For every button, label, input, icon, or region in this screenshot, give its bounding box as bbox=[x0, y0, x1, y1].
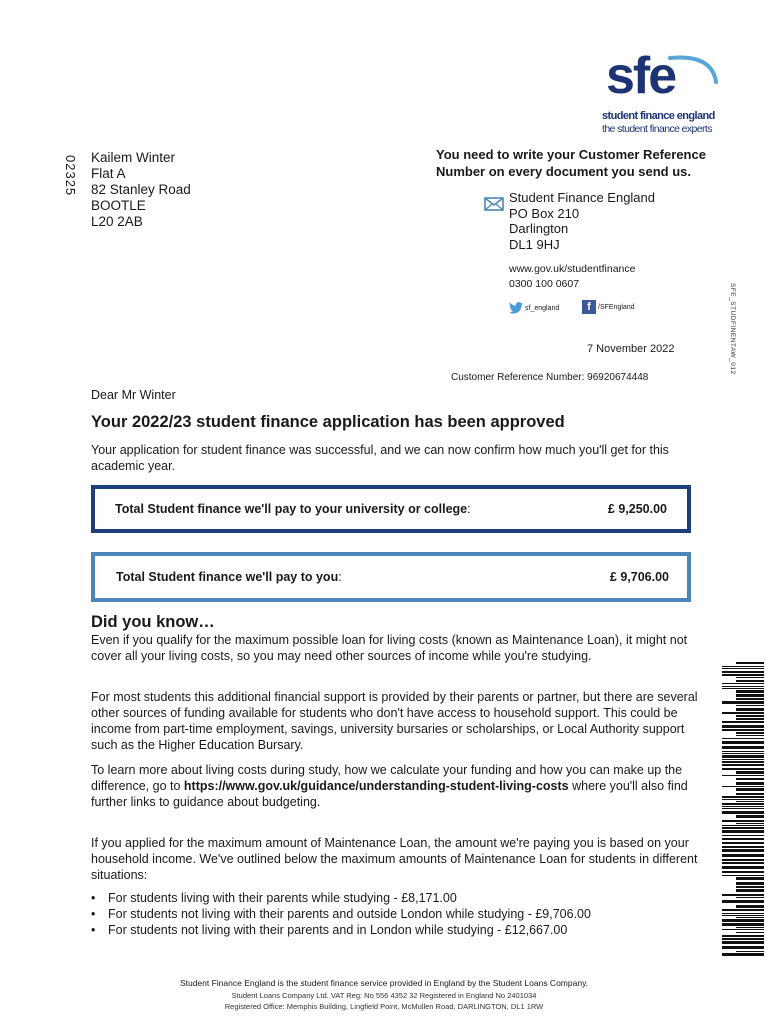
logo-line2: the student finance experts bbox=[602, 123, 712, 135]
barcode-bar-8 bbox=[722, 686, 764, 687]
barcode-bar-27 bbox=[722, 751, 764, 752]
paragraph-maximum-loan: If you applied for the maximum amount of Maintenance Loan, the amount we're paying you is based on your household income. We've outlined below the maximum amounts of Maintenance Loan for students in different situations: bbox=[91, 836, 698, 882]
website-link[interactable]: www.gov.uk/studentfinance bbox=[509, 263, 636, 275]
barcode-bar-26 bbox=[722, 746, 764, 749]
barcode-bar-56 bbox=[722, 842, 764, 844]
barcode-bar-60 bbox=[722, 859, 764, 861]
barcode-bar-77 bbox=[722, 919, 764, 922]
barcode-bar-34 bbox=[736, 771, 764, 774]
barcode-bar-75 bbox=[722, 915, 764, 916]
barcode-bar-35 bbox=[722, 775, 764, 776]
barcode-bar-64 bbox=[722, 875, 764, 876]
barcode-bar-38 bbox=[722, 786, 764, 787]
barcode-bar-24 bbox=[722, 738, 764, 739]
university-payment-amount: £ 9,250.00 bbox=[607, 502, 667, 516]
barcode-bar-84 bbox=[722, 941, 764, 944]
list-item: • For students not living with their parents and in London while studying - £12,667.00 bbox=[91, 922, 711, 938]
barcode-bar-19 bbox=[722, 721, 764, 723]
barcode-bar-1 bbox=[722, 666, 764, 667]
did-you-know-heading: Did you know… bbox=[91, 613, 215, 631]
barcode-bar-21 bbox=[722, 729, 764, 731]
barcode-bar-2 bbox=[722, 668, 764, 669]
list-item: • For students not living with their parents and outside London while studying - £9,706.00 bbox=[91, 906, 711, 922]
barcode-bar-17 bbox=[736, 715, 764, 717]
barcode-bar-16 bbox=[722, 712, 764, 714]
logo-line1: student finance england bbox=[602, 110, 715, 122]
footer-line3: Registered Office: Memphis Building, Lingfield Point, McMullen Road, DARLINGTON, DL1 1RW bbox=[224, 1002, 544, 1011]
barcode-bar-37 bbox=[736, 782, 764, 785]
twitter-icon bbox=[509, 302, 523, 314]
envelope-icon bbox=[484, 195, 504, 211]
sender-town: Darlington bbox=[509, 221, 569, 236]
barcode-bar-47 bbox=[722, 811, 764, 814]
barcode-bar-23 bbox=[736, 735, 764, 736]
barcode-bar-74 bbox=[722, 913, 764, 914]
barcode-bar-4 bbox=[722, 674, 764, 676]
mailing-code: 02325 bbox=[63, 155, 78, 197]
guidance-link[interactable]: https://www.gov.uk/guidance/understanding-student-living-costs bbox=[183, 779, 569, 793]
sender-postcode: DL1 9HJ bbox=[509, 236, 560, 252]
barcode-bar-73 bbox=[722, 909, 764, 911]
barcode-bar-28 bbox=[722, 753, 764, 754]
barcode-bar-63 bbox=[722, 871, 764, 873]
barcode-bar-57 bbox=[722, 846, 764, 848]
barcode-bar-41 bbox=[722, 796, 764, 798]
barcode-bar-12 bbox=[736, 698, 764, 700]
barcode-bar-54 bbox=[722, 835, 764, 836]
phone-number: 0300 100 0607 bbox=[509, 278, 580, 290]
barcode-bar-87 bbox=[722, 953, 764, 956]
barcode-bar-49 bbox=[722, 820, 764, 822]
form-code: SFE_STUDFINENTAW_012 bbox=[729, 283, 736, 375]
barcode-bar-15 bbox=[736, 708, 764, 711]
student-payment-amount: £ 9,706.00 bbox=[609, 570, 669, 584]
barcode-bar-42 bbox=[722, 799, 764, 800]
paragraph-other-funding: For most students this additional financial support is provided by their parents or partner, but there are several other sources of funding available for students who don't have access to household support. This could be income from part-time employment, savings, university bursaries or scholarships, or Local Authority support such as the Higher Education Bursary. bbox=[91, 690, 698, 752]
recipient-town: BOOTLE bbox=[91, 198, 146, 213]
barcode-bar-71 bbox=[722, 900, 764, 903]
barcode-bar-46 bbox=[722, 808, 764, 809]
recipient-address bbox=[91, 150, 191, 230]
sender-name: Student Finance England bbox=[509, 190, 655, 205]
paragraph-living-costs: Even if you qualify for the maximum possible loan for living costs (known as Maintenance Loan), it might not cover all your living costs, so you may need other sources of income while you're studying. bbox=[91, 633, 688, 663]
barcode-bar-5 bbox=[736, 677, 764, 678]
barcode-bar-14 bbox=[736, 705, 764, 706]
barcode-bar-78 bbox=[722, 923, 764, 926]
barcode-bar-72 bbox=[736, 905, 764, 908]
barcode-bar-51 bbox=[722, 825, 764, 826]
barcode-bar-83 bbox=[722, 938, 764, 940]
barcode-bar-65 bbox=[736, 877, 764, 880]
barcode-bar-7 bbox=[722, 683, 764, 684]
recipient-postcode: L20 2AB bbox=[91, 214, 143, 229]
barcode-bar-20 bbox=[722, 725, 764, 728]
barcode-bar-6 bbox=[736, 680, 764, 682]
sfe-logo bbox=[600, 47, 730, 142]
barcode-bar-32 bbox=[722, 764, 764, 766]
barcode bbox=[722, 662, 764, 958]
barcode-bar-70 bbox=[736, 897, 764, 898]
barcode-bar-66 bbox=[736, 882, 764, 885]
footer bbox=[0, 978, 768, 1011]
logo-mark: sfe bbox=[606, 47, 676, 105]
barcode-bar-53 bbox=[722, 830, 764, 833]
barcode-bar-31 bbox=[722, 761, 764, 763]
facebook-icon: f bbox=[582, 300, 596, 314]
intro-paragraph: Your application for student finance was successful, and we can now confirm how much you'll get for this academic year. bbox=[91, 443, 669, 473]
barcode-bar-76 bbox=[736, 917, 764, 918]
list-item: • For students living with their parents while studying - £8,171.00 bbox=[91, 890, 711, 906]
footer-line1: Student Finance England is the student finance service provided in England by the Student Loans Company. bbox=[179, 978, 589, 988]
maintenance-loan-list bbox=[91, 890, 711, 938]
barcode-bar-11 bbox=[736, 694, 764, 697]
barcode-bar-22 bbox=[736, 732, 764, 734]
barcode-bar-82 bbox=[722, 935, 764, 937]
barcode-bar-43 bbox=[736, 801, 764, 802]
university-payment-label: Total Student finance we'll pay to your university or college: bbox=[115, 502, 471, 516]
facebook-label: /SFEngland bbox=[598, 303, 635, 311]
paragraph-learn-more: To learn more about living costs during study, how we calculate your funding and how you can make up the difference, go to https://www.gov.uk/guidance/understanding-student-living-costs where you'll also find further links to guidance about budgeting. bbox=[91, 763, 688, 809]
student-payment-label: Total Student finance we'll pay to you: bbox=[116, 570, 342, 584]
barcode-bar-52 bbox=[722, 827, 764, 829]
barcode-bar-80 bbox=[722, 929, 764, 930]
sender-address bbox=[509, 190, 655, 252]
barcode-bar-69 bbox=[722, 894, 764, 896]
facebook-handle[interactable] bbox=[582, 300, 635, 314]
barcode-bar-58 bbox=[722, 849, 764, 852]
barcode-bar-48 bbox=[736, 815, 764, 818]
barcode-bar-45 bbox=[722, 806, 764, 807]
twitter-handle[interactable] bbox=[509, 302, 559, 314]
sender-box: PO Box 210 bbox=[509, 205, 580, 221]
barcode-bar-3 bbox=[722, 671, 764, 673]
footer-line2: Student Loans Company Ltd. VAT Reg: No 556 4352 32 Registered in England No 2401034 bbox=[231, 991, 537, 1000]
letter-date: 7 November 2022 bbox=[587, 343, 675, 355]
recipient-line2: 82 Stanley Road bbox=[91, 182, 191, 197]
barcode-bar-18 bbox=[736, 718, 764, 720]
student-payment-box bbox=[91, 552, 691, 602]
recipient-name: Kailem Winter bbox=[91, 150, 176, 165]
barcode-bar-29 bbox=[722, 755, 764, 758]
barcode-bar-85 bbox=[722, 946, 764, 949]
barcode-bar-40 bbox=[736, 793, 764, 795]
barcode-bar-50 bbox=[736, 823, 764, 824]
barcode-bar-79 bbox=[736, 927, 764, 928]
customer-reference: Customer Reference Number: 96920674448 bbox=[451, 372, 649, 383]
recipient-line1: Flat A bbox=[91, 166, 126, 181]
barcode-bar-36 bbox=[736, 778, 764, 780]
twitter-label: sf_england bbox=[525, 304, 560, 312]
barcode-bar-10 bbox=[736, 690, 764, 693]
barcode-bar-59 bbox=[722, 854, 764, 857]
barcode-bar-0 bbox=[736, 662, 764, 664]
reference-note: You need to write your Customer Reference Number on every document you send us. bbox=[436, 147, 706, 179]
page-title: Your 2022/23 student finance application has been approved bbox=[91, 413, 565, 431]
barcode-bar-67 bbox=[736, 886, 764, 888]
barcode-bar-55 bbox=[722, 838, 764, 840]
barcode-bar-9 bbox=[722, 688, 764, 689]
salutation: Dear Mr Winter bbox=[91, 388, 176, 402]
barcode-bar-81 bbox=[736, 932, 764, 933]
barcode-bar-39 bbox=[736, 788, 764, 791]
university-payment-box bbox=[91, 485, 691, 533]
barcode-bar-33 bbox=[722, 768, 764, 770]
barcode-bar-25 bbox=[722, 741, 764, 744]
barcode-bar-44 bbox=[722, 803, 764, 805]
contact-details bbox=[509, 262, 635, 292]
barcode-bar-68 bbox=[736, 889, 764, 892]
barcode-bar-86 bbox=[736, 951, 764, 952]
barcode-bar-62 bbox=[722, 866, 764, 869]
barcode-bar-61 bbox=[722, 862, 764, 864]
barcode-bar-30 bbox=[722, 759, 764, 760]
barcode-bar-13 bbox=[722, 701, 764, 704]
